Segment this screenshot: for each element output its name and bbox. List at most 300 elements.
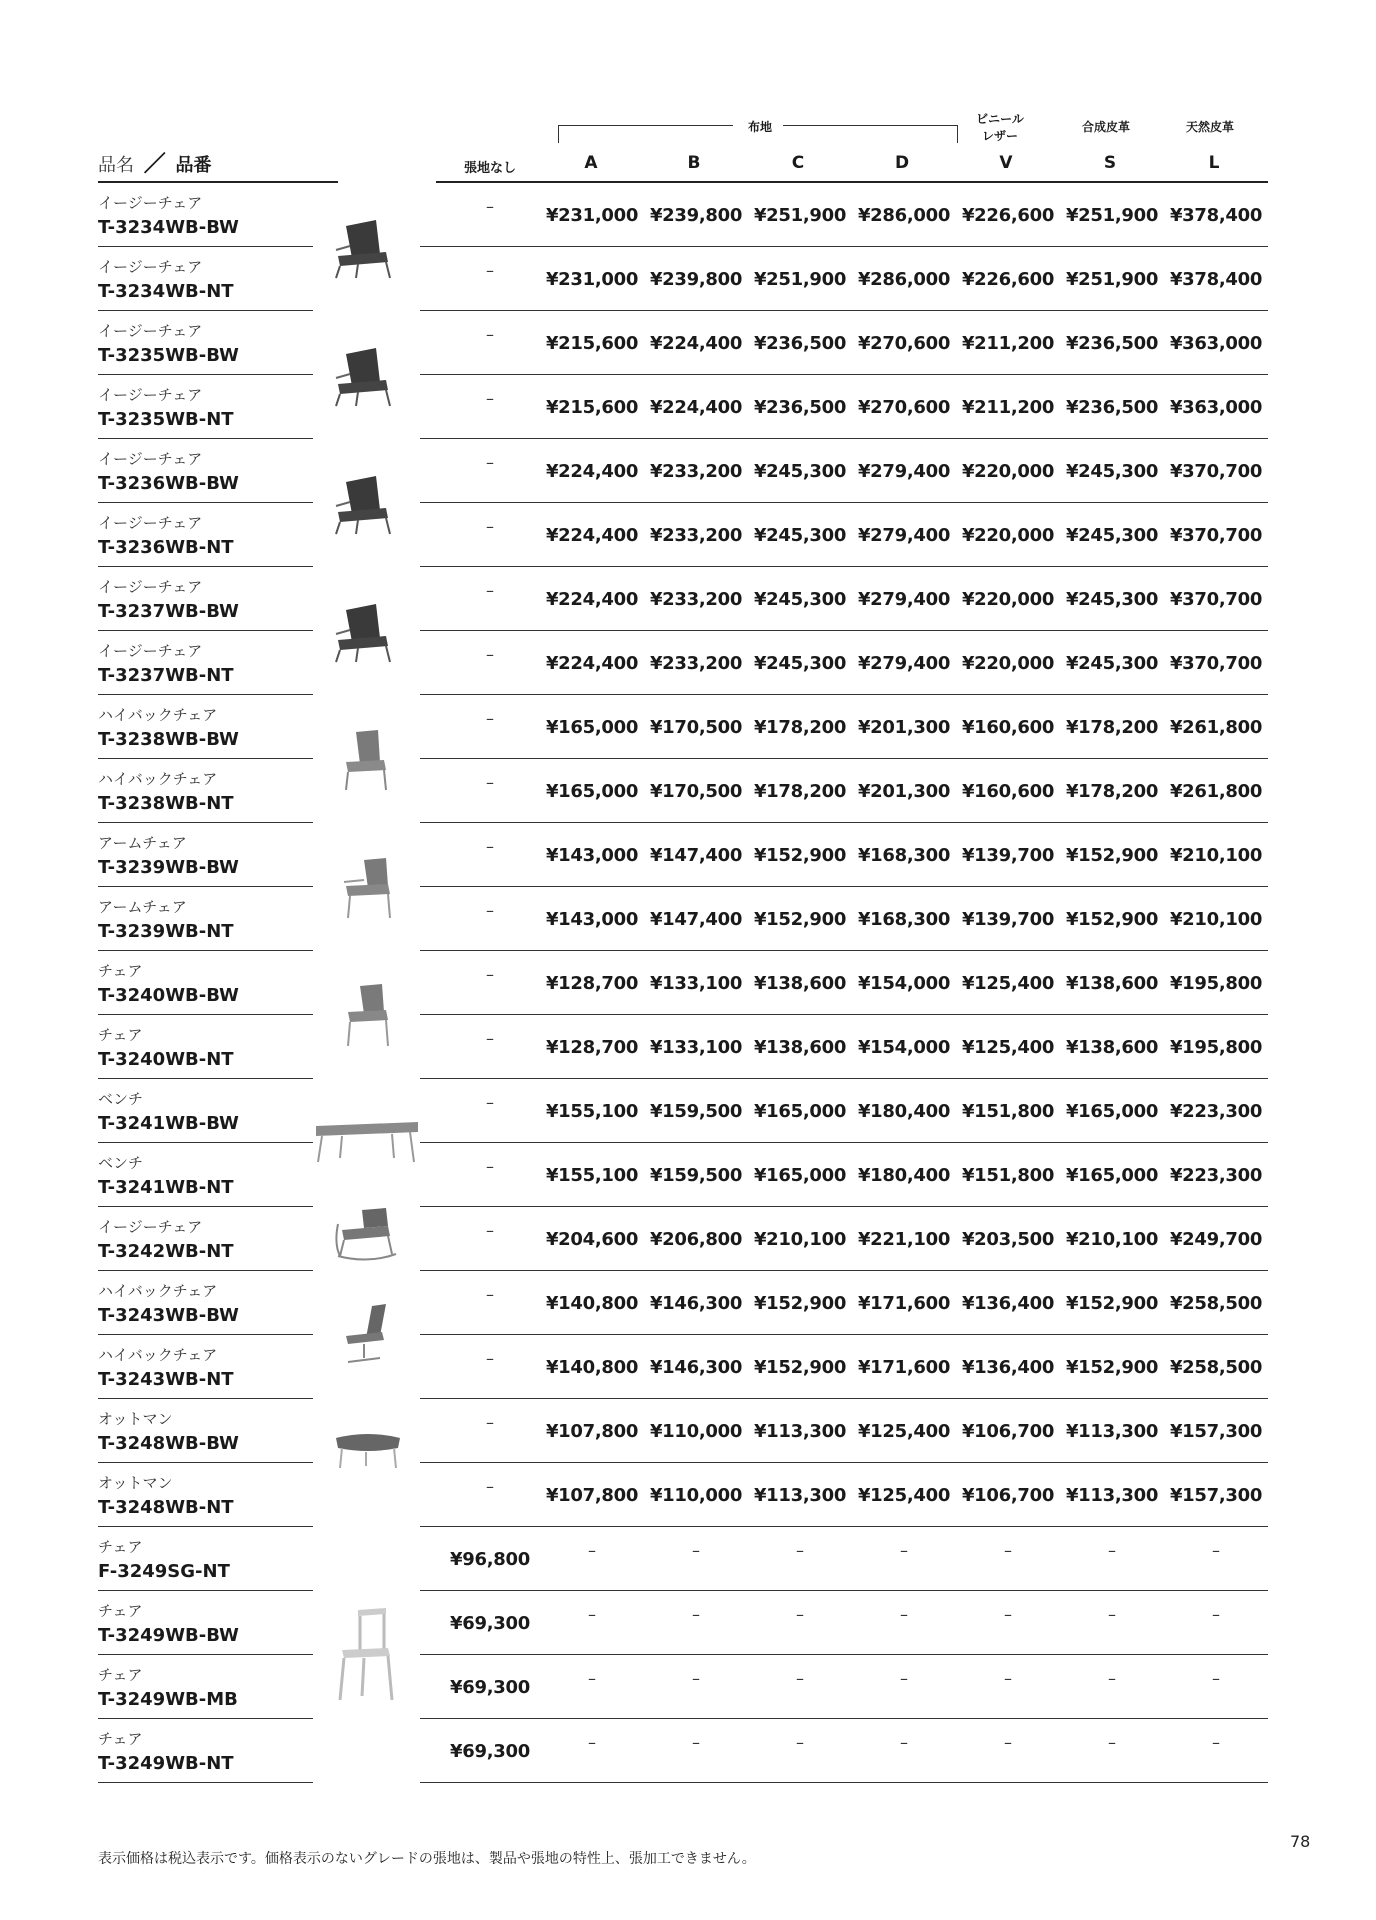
price-d: – (900, 1733, 908, 1752)
price-c: ¥245,300 (753, 589, 847, 610)
price-none: – (486, 645, 494, 664)
price-d: ¥270,600 (857, 333, 951, 354)
price-none: ¥96,800 (450, 1549, 530, 1570)
price-l: – (1212, 1541, 1220, 1560)
price-none: – (486, 517, 494, 536)
price-v: ¥160,600 (961, 717, 1055, 738)
price-l: ¥210,100 (1169, 845, 1263, 866)
header-name-code (98, 147, 211, 178)
price-a: ¥231,000 (545, 205, 639, 226)
price-v: ¥211,200 (961, 397, 1055, 418)
rocking-easy-chair-icon (328, 1204, 408, 1274)
ottoman-icon (328, 1428, 408, 1498)
price-s: – (1108, 1605, 1116, 1624)
price-c: ¥152,900 (753, 1293, 847, 1314)
price-b: ¥159,500 (649, 1101, 743, 1122)
name-label: 品名 (98, 155, 134, 176)
price-s: ¥165,000 (1065, 1165, 1159, 1186)
price-none: – (486, 197, 494, 216)
price-l: ¥370,700 (1169, 525, 1263, 546)
price-d: ¥286,000 (857, 205, 951, 226)
price-a: ¥224,400 (545, 589, 639, 610)
product-code: T-3236WB-BW (98, 473, 239, 494)
price-d: ¥171,600 (857, 1357, 951, 1378)
price-s: ¥245,300 (1065, 589, 1159, 610)
col-none-header: 張地なし (463, 161, 516, 176)
price-d: – (900, 1605, 908, 1624)
price-d: ¥279,400 (857, 525, 951, 546)
price-c: ¥152,900 (753, 909, 847, 930)
price-v: ¥203,500 (961, 1229, 1055, 1250)
table-row (0, 887, 1376, 951)
price-b: ¥146,300 (649, 1293, 743, 1314)
price-b: ¥233,200 (649, 653, 743, 674)
table-row (0, 503, 1376, 567)
price-c: ¥113,300 (753, 1421, 847, 1442)
price-a: ¥215,600 (545, 333, 639, 354)
price-d: ¥221,100 (857, 1229, 951, 1250)
price-none: – (486, 773, 494, 792)
table-row (0, 375, 1376, 439)
price-s: ¥138,600 (1065, 1037, 1159, 1058)
product-code: T-3249WB-BW (98, 1625, 239, 1646)
price-l: ¥363,000 (1169, 333, 1263, 354)
price-d: ¥168,300 (857, 845, 951, 866)
price-d: ¥279,400 (857, 461, 951, 482)
price-v: ¥106,700 (961, 1421, 1055, 1442)
price-b: ¥224,400 (649, 397, 743, 418)
price-s: ¥251,900 (1065, 205, 1159, 226)
price-none: – (486, 1093, 494, 1112)
price-c: – (796, 1605, 804, 1624)
price-none: – (486, 453, 494, 472)
price-s: ¥236,500 (1065, 333, 1159, 354)
col-v-header: V (999, 153, 1013, 173)
product-name: イージーチェア (98, 514, 203, 532)
price-s: ¥113,300 (1065, 1421, 1159, 1442)
price-b: ¥133,100 (649, 973, 743, 994)
price-d: ¥201,300 (857, 717, 951, 738)
easy-chair-dark-icon (328, 340, 408, 410)
table-row (0, 1271, 1376, 1335)
product-name: ハイバックチェア (98, 706, 218, 724)
price-b: ¥233,200 (649, 525, 743, 546)
price-none: ¥69,300 (450, 1613, 530, 1634)
price-d: ¥180,400 (857, 1101, 951, 1122)
price-d: ¥154,000 (857, 973, 951, 994)
product-code: T-3242WB-NT (98, 1241, 234, 1262)
price-none: – (486, 1477, 494, 1496)
price-none: – (486, 1285, 494, 1304)
product-code: T-3241WB-BW (98, 1113, 239, 1134)
price-c: ¥138,600 (753, 1037, 847, 1058)
product-code: T-3237WB-BW (98, 601, 239, 622)
price-d: ¥171,600 (857, 1293, 951, 1314)
price-d: ¥201,300 (857, 781, 951, 802)
product-code: T-3236WB-NT (98, 537, 234, 558)
price-l: ¥210,100 (1169, 909, 1263, 930)
price-s: ¥113,300 (1065, 1485, 1159, 1506)
footnote: 表示価格は税込表示です。価格表示のないグレードの張地は、製品や張地の特性上、張加工できません。 (98, 1851, 756, 1867)
price-v: ¥220,000 (961, 653, 1055, 674)
price-b: ¥133,100 (649, 1037, 743, 1058)
fabric-bracket (558, 125, 958, 143)
price-c: ¥251,900 (753, 269, 847, 290)
price-c: ¥178,200 (753, 717, 847, 738)
product-name: イージーチェア (98, 450, 203, 468)
price-a: ¥204,600 (545, 1229, 639, 1250)
price-none: – (486, 1029, 494, 1048)
price-s: ¥251,900 (1065, 269, 1159, 290)
price-none: – (486, 1221, 494, 1240)
price-b: ¥159,500 (649, 1165, 743, 1186)
price-none: – (486, 1413, 494, 1432)
product-code: T-3249WB-NT (98, 1753, 234, 1774)
table-row (0, 631, 1376, 695)
price-v: – (1004, 1669, 1012, 1688)
price-c: ¥165,000 (753, 1165, 847, 1186)
product-code: T-3239WB-NT (98, 921, 234, 942)
price-b: ¥233,200 (649, 589, 743, 610)
col-b-header: B (687, 153, 701, 173)
price-l: ¥370,700 (1169, 653, 1263, 674)
price-v: – (1004, 1605, 1012, 1624)
chair-gray-icon (328, 980, 408, 1050)
table-row (0, 1335, 1376, 1399)
price-a: ¥155,100 (545, 1101, 639, 1122)
product-code: T-3235WB-BW (98, 345, 239, 366)
price-b: ¥110,000 (649, 1421, 743, 1442)
product-code: T-3243WB-NT (98, 1369, 234, 1390)
price-l: ¥195,800 (1169, 1037, 1263, 1058)
price-b: ¥239,800 (649, 269, 743, 290)
price-v: – (1004, 1541, 1012, 1560)
price-a: ¥107,800 (545, 1485, 639, 1506)
easy-chair-dark-icon (328, 596, 408, 666)
price-c: ¥245,300 (753, 525, 847, 546)
product-name: チェア (98, 1666, 143, 1684)
price-v: ¥211,200 (961, 333, 1055, 354)
price-b: – (692, 1669, 700, 1688)
price-a: ¥224,400 (545, 461, 639, 482)
price-d: ¥279,400 (857, 589, 951, 610)
product-name: チェア (98, 1026, 143, 1044)
price-b: ¥170,500 (649, 781, 743, 802)
highback-chair-gray-icon (328, 724, 408, 794)
table-row (0, 1527, 1376, 1591)
price-d: ¥168,300 (857, 909, 951, 930)
product-code: T-3238WB-BW (98, 729, 239, 750)
price-s: ¥178,200 (1065, 781, 1159, 802)
price-c: ¥113,300 (753, 1485, 847, 1506)
product-name: イージーチェア (98, 258, 203, 276)
price-c: ¥236,500 (753, 333, 847, 354)
price-none: ¥69,300 (450, 1677, 530, 1698)
price-c: ¥178,200 (753, 781, 847, 802)
price-v: ¥136,400 (961, 1293, 1055, 1314)
col-s-header: S (1103, 153, 1117, 173)
price-c: ¥236,500 (753, 397, 847, 418)
price-l: ¥157,300 (1169, 1421, 1263, 1442)
price-a: ¥165,000 (545, 717, 639, 738)
price-l: ¥249,700 (1169, 1229, 1263, 1250)
price-a: ¥128,700 (545, 1037, 639, 1058)
price-c: – (796, 1669, 804, 1688)
price-l: – (1212, 1669, 1220, 1688)
price-a: – (588, 1669, 596, 1688)
price-a: ¥165,000 (545, 781, 639, 802)
table-row (0, 759, 1376, 823)
price-b: ¥146,300 (649, 1357, 743, 1378)
row-divider-right (420, 1782, 1268, 1783)
price-s: – (1108, 1733, 1116, 1752)
price-l: ¥258,500 (1169, 1357, 1263, 1378)
price-s: ¥152,900 (1065, 845, 1159, 866)
price-s: ¥138,600 (1065, 973, 1159, 994)
col-l-header: L (1208, 153, 1220, 173)
price-a: ¥224,400 (545, 653, 639, 674)
price-v: ¥151,800 (961, 1165, 1055, 1186)
product-code: T-3243WB-BW (98, 1305, 239, 1326)
group-fabric-label: 布地 (747, 120, 772, 134)
price-l: ¥195,800 (1169, 973, 1263, 994)
price-l: ¥370,700 (1169, 461, 1263, 482)
price-none: – (486, 261, 494, 280)
price-b: ¥147,400 (649, 845, 743, 866)
arm-chair-gray-icon (328, 852, 408, 922)
product-name: イージーチェア (98, 642, 203, 660)
product-code: T-3238WB-NT (98, 793, 234, 814)
price-a: ¥143,000 (545, 845, 639, 866)
table-row (0, 311, 1376, 375)
price-b: – (692, 1605, 700, 1624)
group-vinyl-label-2: レザー (981, 129, 1018, 143)
price-v: ¥125,400 (961, 1037, 1055, 1058)
product-name: チェア (98, 962, 143, 980)
product-code: T-3241WB-NT (98, 1177, 234, 1198)
price-c: ¥138,600 (753, 973, 847, 994)
price-l: ¥261,800 (1169, 781, 1263, 802)
product-name: イージーチェア (98, 194, 203, 212)
price-v: ¥139,700 (961, 909, 1055, 930)
group-synthetic-label: 合成皮革 (1081, 120, 1130, 134)
price-d: ¥125,400 (857, 1421, 951, 1442)
price-s: ¥152,900 (1065, 1357, 1159, 1378)
price-a: ¥140,800 (545, 1357, 639, 1378)
easy-chair-dark-icon (328, 468, 408, 538)
table-row (0, 1143, 1376, 1207)
table-row (0, 1463, 1376, 1527)
product-code: T-3237WB-NT (98, 665, 234, 686)
table-row (0, 1079, 1376, 1143)
price-a: ¥215,600 (545, 397, 639, 418)
product-name: ハイバックチェア (98, 770, 218, 788)
product-code: T-3240WB-BW (98, 985, 239, 1006)
price-s: ¥178,200 (1065, 717, 1159, 738)
product-name: チェア (98, 1538, 143, 1556)
price-v: ¥220,000 (961, 525, 1055, 546)
swivel-highback-chair-icon (328, 1300, 408, 1370)
price-none: – (486, 709, 494, 728)
product-name: アームチェア (98, 834, 187, 852)
price-l: ¥370,700 (1169, 589, 1263, 610)
product-code: T-3235WB-NT (98, 409, 234, 430)
product-code: T-3248WB-BW (98, 1433, 239, 1454)
product-code: T-3239WB-BW (98, 857, 239, 878)
price-a: ¥155,100 (545, 1165, 639, 1186)
price-l: – (1212, 1733, 1220, 1752)
price-l: – (1212, 1605, 1220, 1624)
price-c: ¥210,100 (753, 1229, 847, 1250)
table-row (0, 1015, 1376, 1079)
price-c: ¥152,900 (753, 845, 847, 866)
price-v: – (1004, 1733, 1012, 1752)
group-natural-label: 天然皮革 (1185, 120, 1234, 134)
price-b: ¥147,400 (649, 909, 743, 930)
table-row (0, 183, 1376, 247)
price-a: ¥128,700 (545, 973, 639, 994)
price-d: ¥180,400 (857, 1165, 951, 1186)
price-v: ¥226,600 (961, 269, 1055, 290)
product-name: ハイバックチェア (98, 1282, 218, 1300)
col-d-header: D (894, 153, 910, 173)
price-d: ¥125,400 (857, 1485, 951, 1506)
price-none: – (486, 1349, 494, 1368)
price-l: ¥157,300 (1169, 1485, 1263, 1506)
price-b: ¥206,800 (649, 1229, 743, 1250)
product-name: オットマン (98, 1474, 173, 1492)
price-none: – (486, 837, 494, 856)
price-none: – (486, 581, 494, 600)
price-v: ¥226,600 (961, 205, 1055, 226)
price-a: ¥140,800 (545, 1293, 639, 1314)
row-divider-left (98, 1782, 313, 1783)
price-d: ¥279,400 (857, 653, 951, 674)
price-v: ¥160,600 (961, 781, 1055, 802)
price-l: ¥261,800 (1169, 717, 1263, 738)
product-name: イージーチェア (98, 578, 203, 596)
price-b: ¥170,500 (649, 717, 743, 738)
price-v: ¥125,400 (961, 973, 1055, 994)
price-l: ¥378,400 (1169, 205, 1263, 226)
price-a: ¥107,800 (545, 1421, 639, 1442)
product-name: ベンチ (98, 1090, 144, 1108)
price-d: ¥154,000 (857, 1037, 951, 1058)
slash: ／ (143, 152, 166, 177)
price-a: – (588, 1541, 596, 1560)
price-c: ¥251,900 (753, 205, 847, 226)
table-row (0, 823, 1376, 887)
product-name: ベンチ (98, 1154, 144, 1172)
product-name: オットマン (98, 1410, 173, 1428)
price-s: ¥245,300 (1065, 525, 1159, 546)
price-d: – (900, 1669, 908, 1688)
price-v: ¥136,400 (961, 1357, 1055, 1378)
table-row (0, 1655, 1376, 1719)
price-b: – (692, 1733, 700, 1752)
col-c-header: C (791, 153, 805, 173)
price-b: ¥110,000 (649, 1485, 743, 1506)
price-c: ¥245,300 (753, 653, 847, 674)
col-a-header: A (584, 153, 598, 173)
price-s: ¥152,900 (1065, 909, 1159, 930)
price-s: – (1108, 1669, 1116, 1688)
price-c: ¥152,900 (753, 1357, 847, 1378)
price-none: – (486, 389, 494, 408)
product-code: T-3249WB-MB (98, 1689, 238, 1710)
product-name: アームチェア (98, 898, 187, 916)
price-b: ¥224,400 (649, 333, 743, 354)
price-c: ¥165,000 (753, 1101, 847, 1122)
price-a: ¥224,400 (545, 525, 639, 546)
price-s: ¥165,000 (1065, 1101, 1159, 1122)
product-code: T-3234WB-NT (98, 281, 234, 302)
price-none: ¥69,300 (450, 1741, 530, 1762)
price-a: – (588, 1605, 596, 1624)
group-vinyl-label-1: ビニール (976, 112, 1024, 126)
price-b: ¥233,200 (649, 461, 743, 482)
wooden-chair-icon (328, 1600, 408, 1710)
price-none: – (486, 901, 494, 920)
table-row (0, 695, 1376, 759)
price-l: ¥223,300 (1169, 1165, 1263, 1186)
price-l: ¥378,400 (1169, 269, 1263, 290)
price-s: ¥210,100 (1065, 1229, 1159, 1250)
table-row (0, 1207, 1376, 1271)
product-name: ハイバックチェア (98, 1346, 218, 1364)
price-none: – (486, 965, 494, 984)
product-name: イージーチェア (98, 386, 203, 404)
product-code: T-3234WB-BW (98, 217, 239, 238)
price-a: – (588, 1733, 596, 1752)
price-l: ¥258,500 (1169, 1293, 1263, 1314)
price-d: – (900, 1541, 908, 1560)
page-number: 78 (1290, 1832, 1311, 1851)
price-b: ¥239,800 (649, 205, 743, 226)
product-code: T-3248WB-NT (98, 1497, 234, 1518)
code-label: 品番 (175, 155, 212, 176)
product-name: イージーチェア (98, 1218, 203, 1236)
price-s: – (1108, 1541, 1116, 1560)
price-v: ¥106,700 (961, 1485, 1055, 1506)
price-v: ¥139,700 (961, 845, 1055, 866)
price-v: ¥220,000 (961, 589, 1055, 610)
price-a: ¥143,000 (545, 909, 639, 930)
price-c: – (796, 1733, 804, 1752)
price-d: ¥286,000 (857, 269, 951, 290)
price-d: ¥270,600 (857, 397, 951, 418)
price-v: ¥220,000 (961, 461, 1055, 482)
product-name: チェア (98, 1730, 143, 1748)
table-row (0, 1591, 1376, 1655)
easy-chair-dark-icon (328, 212, 408, 282)
table-row (0, 1399, 1376, 1463)
price-s: ¥236,500 (1065, 397, 1159, 418)
price-b: – (692, 1541, 700, 1560)
price-none: – (486, 325, 494, 344)
table-row (0, 1719, 1376, 1783)
price-s: ¥152,900 (1065, 1293, 1159, 1314)
price-c: ¥245,300 (753, 461, 847, 482)
price-l: ¥363,000 (1169, 397, 1263, 418)
price-l: ¥223,300 (1169, 1101, 1263, 1122)
table-row (0, 247, 1376, 311)
product-code: F-3249SG-NT (98, 1561, 230, 1582)
price-s: ¥245,300 (1065, 653, 1159, 674)
price-c: – (796, 1541, 804, 1560)
table-row (0, 439, 1376, 503)
price-a: ¥231,000 (545, 269, 639, 290)
